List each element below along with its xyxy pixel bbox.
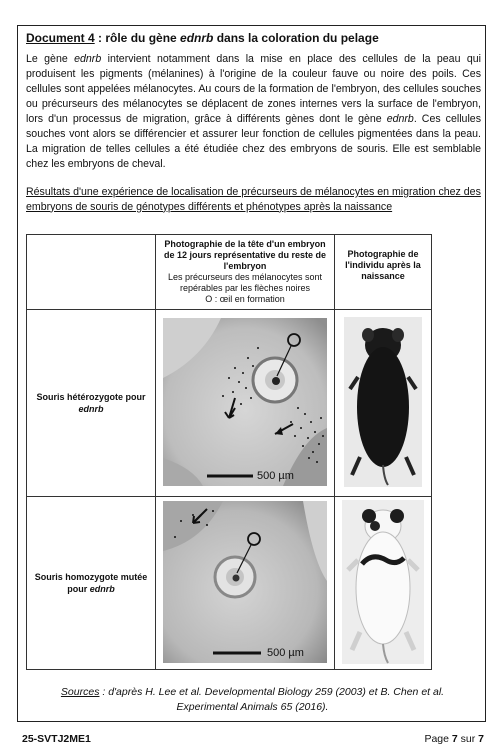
embryo-photo-header xyxy=(156,235,335,310)
newborn-photo-header xyxy=(335,235,432,310)
document-title: Document 4 : rôle du gène ednrb dans la coloration du pelage xyxy=(26,31,379,45)
scale-bar-label: 500 µm xyxy=(257,470,294,482)
row-label-homozygous: Souris homozygote mutée pour ednrb xyxy=(27,497,156,670)
embryo-photo-homozygous xyxy=(156,497,335,670)
results-heading: Résultats d'une expérience de localisation de précurseurs de mélanocytes en migration chez des embryons de souris de génotypes différents et phénotypes après la naissance xyxy=(26,186,481,213)
newborn-photo-title: Photographie de l'individu après la naissance xyxy=(345,249,421,281)
row-label-heterozygous: Souris hétérozygote pour ednrb xyxy=(27,310,156,497)
embryo-image-homozygous xyxy=(163,501,327,663)
exam-code: 25-SVTJ2ME1 xyxy=(22,733,91,745)
embryo-photo-title: Photographie de la tête d'un embryon de 12 jours représentative du reste de l'embryon xyxy=(163,239,327,271)
intro-paragraph: Le gène ednrb intervient notamment dans la mise en place des cellules de la peau qui produisent les pigments (mélanines) à l'origine de la couleur fauve ou noire des poils. Ces cellules sont appelées mélanocytes. Au cours de la formation de l'embryon, des cellules souches ou précurseurs des mélanocytes se déplacent de zones internes vers la surface de l'embryon, lors d'un processus de migration, grâce à différents gènes dont le gène ednrb. Ces cellules souches vont alors se différencier et assurer leur fonction de cellules pigmentées dans la peau. La migration de telles cellules a été étudiée chez des embryons de souris. Elle est semblable chez les embryons de cheval. xyxy=(26,53,481,170)
newborn-photo-homozygous xyxy=(335,497,432,670)
eye-legend: O : œil en formation xyxy=(205,294,285,304)
embryo-photo-note: Les précurseurs des mélanocytes sont repérables par les flèches noires xyxy=(167,272,323,293)
scale-bar-label: 500 µm xyxy=(267,647,304,659)
embryo-photo-heterozygous xyxy=(156,310,335,497)
white-mouse-image xyxy=(342,500,424,664)
newborn-photo-heterozygous xyxy=(335,310,432,497)
results-table xyxy=(26,234,432,670)
embryo-image-heterozygous xyxy=(163,318,327,486)
black-mouse-image xyxy=(344,317,422,487)
page-indicator: Page 7 sur 7 xyxy=(424,733,484,745)
sources-note: Sources : d'après H. Lee et al. Developmental Biology 259 (2003) et B. Chen et al. Experimental Animals 65 (2016). xyxy=(60,686,445,713)
empty-header-cell xyxy=(27,235,156,310)
